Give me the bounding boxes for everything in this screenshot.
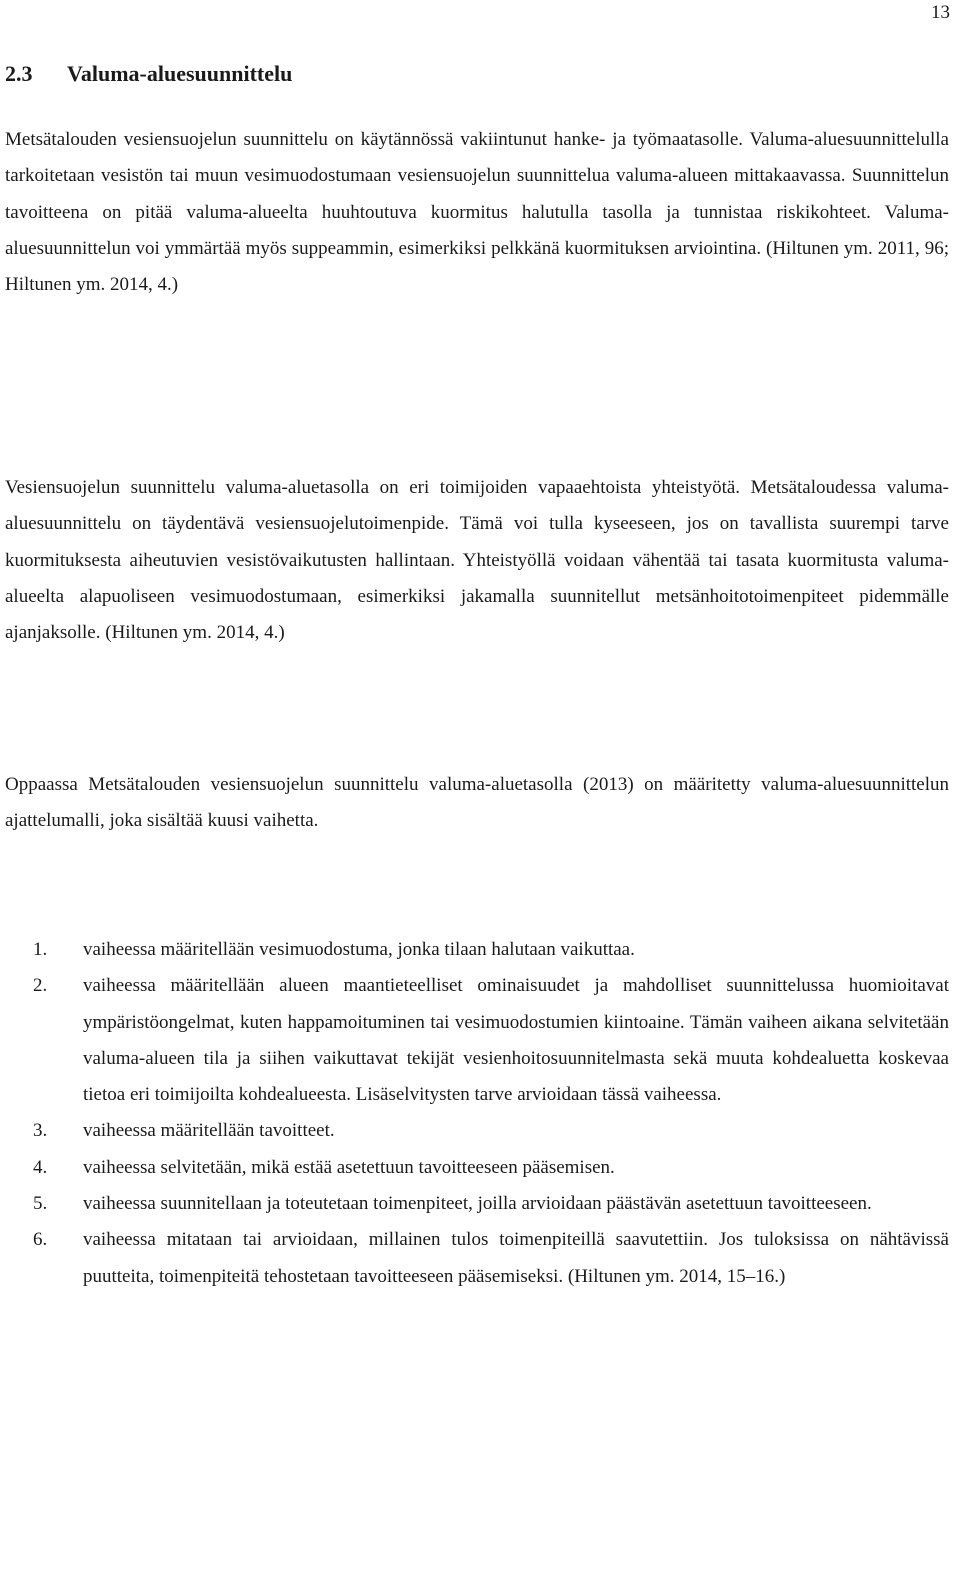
section-heading: [5, 57, 292, 91]
page-number: 13: [931, 2, 950, 23]
list-item-number: 3.: [33, 1120, 48, 1142]
list-item: [5, 1150, 949, 1186]
list-item-text: vaiheessa selvitetään, mikä estää asetettuun tavoitteeseen pääsemisen.: [83, 1156, 615, 1178]
list-item-text: vaiheessa määritellään vesimuodostuma, jonka tilaan halutaan vaikuttaa.: [83, 939, 635, 960]
paragraph-intro: Metsätalouden vesiensuojelun suunnittelu on käytännössä vakiintunut hanke- ja työmaatasolle. Valuma-aluesuunnittelulla tarkoitetaan vesistön tai muun vesimuodostumaan vesiensuojelun suunnittelua valuma-alueen mittakaavassa. Suunnittelun tavoitteena on pitää valuma-alueelta huuhtoutuva kuormitus halutulla tasolla ja tunnistaa riskikohteet. Valuma-aluesuunnittelun voi ymmärtää myös suppeammin, esimerkiksi pelkkänä kuormituksen arviointina. (Hiltunen ym. 2011, 96; Hiltunen ym. 2014, 4.): [5, 129, 949, 296]
phase-list: [5, 932, 949, 1295]
list-item: [5, 1186, 949, 1222]
list-item-number: 5.: [33, 1193, 48, 1215]
list-item: [5, 932, 949, 968]
list-item: [5, 1222, 949, 1295]
list-item-number: 4.: [33, 1156, 48, 1178]
list-item-number: 1.: [33, 939, 48, 960]
list-item-number: 6.: [33, 1229, 48, 1251]
list-item-text: vaiheessa määritellään alueen maantieteelliset ominaisuudet ja mahdolliset suunnittelussa huomioitavat ympäristöongelmat, kuten happamoituminen tai vesimuodostumien kiintoaine. Tämän vaiheen aikana selvitetään valuma-alueen tila ja siihen vaikuttavat tekijät vesienhoitosuunnitelmasta sekä muuta kohdealuetta koskevaa tietoa eri toimijoilta kohdealueesta. Lisäselvitysten tarve arvioidaan tässä vaiheessa.: [83, 975, 949, 1106]
section-title: Valuma-aluesuunnittelu: [67, 61, 293, 86]
list-item-number: 2.: [33, 975, 48, 997]
list-item: [5, 1113, 949, 1149]
section-number: 2.3: [5, 61, 33, 86]
paragraph-cooperation: Vesiensuojelun suunnittelu valuma-aluetasolla on eri toimijoiden vapaaehtoista yhteistyötä. Metsätaloudessa valuma-aluesuunnittelu on täydentävä vesiensuojelutoimenpide. Tämä voi tulla kyseeseen, jos on tavallista suurempi tarve kuormituksesta aiheutuvien vesistövaikutusten hallintaan. Yhteistyöllä voidaan vähentää tai tasata kuormitusta valuma-alueelta alapuoliseen vesimuodostumaan, esimerkiksi jakamalla suunnitellut metsänhoitotoimenpiteet pidemmälle ajanjaksolle. (Hiltunen ym. 2014, 4.): [5, 477, 949, 644]
paragraph-guide: Oppaassa Metsätalouden vesiensuojelun suunnittelu valuma-aluetasolla (2013) on määritetty valuma-aluesuunnittelun ajattelumalli, joka sisältää kuusi vaihetta.: [5, 774, 949, 832]
list-item-text: vaiheessa mitataan tai arvioidaan, millainen tulos toimenpiteillä saavutettiin. Jos tuloksissa on nähtävissä puutteita, toimenpiteitä tehostetaan tavoitteeseen pääsemiseksi. (Hiltunen ym. 2014, 15–16.): [83, 1229, 949, 1287]
list-item-text: vaiheessa suunnitellaan ja toteutetaan toimenpiteet, joilla arvioidaan päästävän asetettuun tavoitteeseen.: [83, 1193, 872, 1215]
list-item-text: vaiheessa määritellään tavoitteet.: [83, 1120, 335, 1142]
list-item: [5, 968, 949, 1113]
